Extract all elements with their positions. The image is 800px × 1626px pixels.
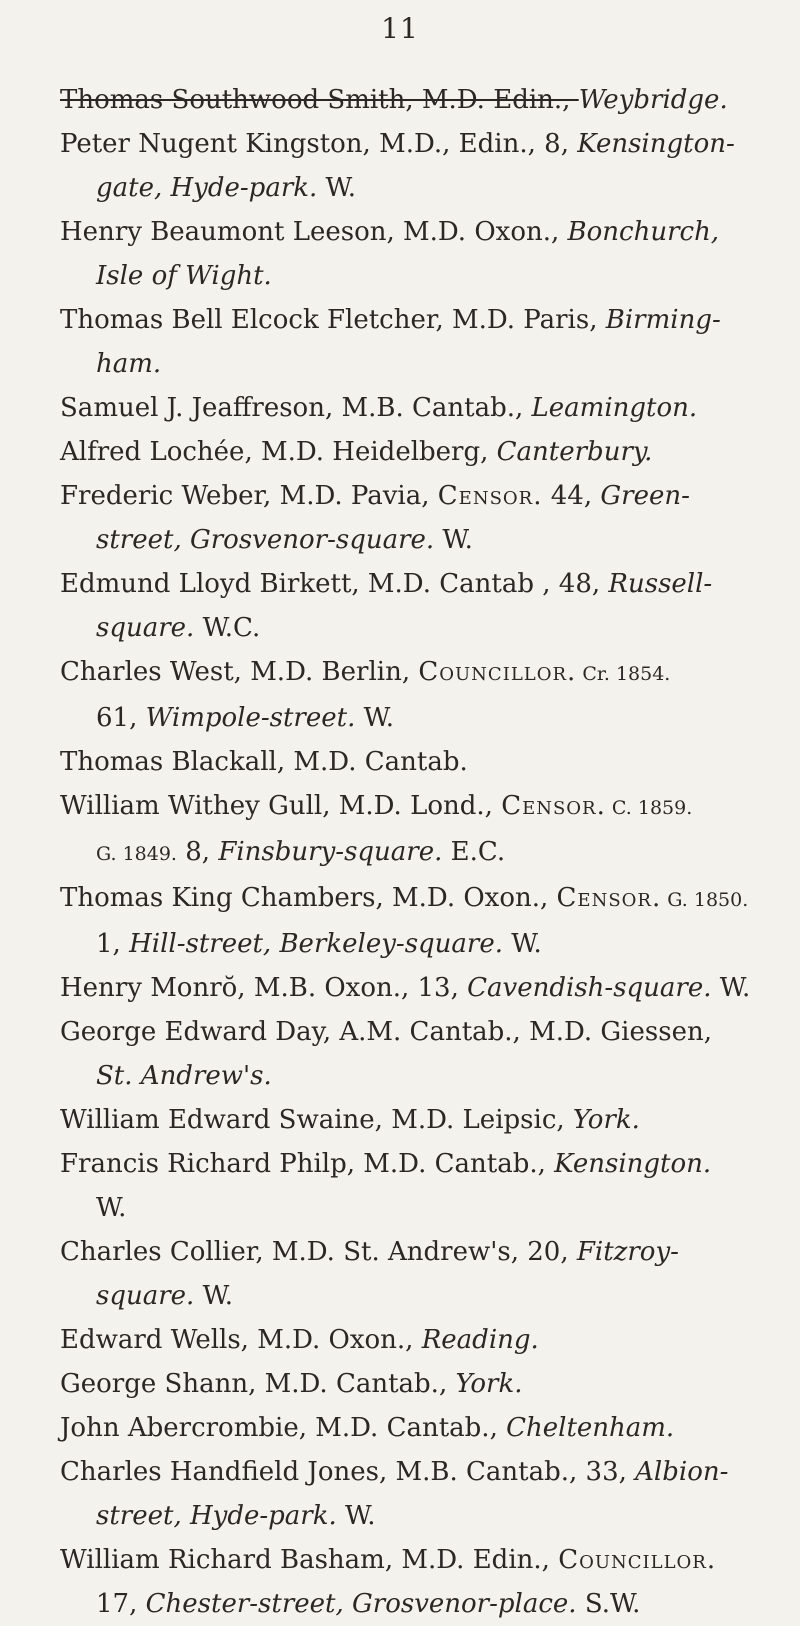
entry-text: George Shann, M.D. Cantab., <box>60 1369 456 1399</box>
postal-district: W. <box>194 1281 234 1311</box>
location: street, Hyde-park. <box>96 1501 337 1531</box>
entry-line <box>60 1450 780 1494</box>
location: Leamington. <box>531 393 698 423</box>
location: Cheltenham. <box>506 1413 675 1443</box>
location: ham. <box>96 349 162 379</box>
entry-continuation <box>60 830 780 876</box>
location: Hill-street, Berkeley-square. <box>129 929 504 959</box>
location: Kensington- <box>577 129 735 159</box>
postal-district: S.W. <box>576 1589 641 1619</box>
entry-continuation <box>60 1054 780 1098</box>
register-entry <box>60 1230 780 1318</box>
entry-continuation <box>60 1186 780 1230</box>
location: Russell- <box>608 569 713 599</box>
register-entry <box>60 740 780 784</box>
entry-text: Thomas Bell Elcock Fletcher, M.D. Paris, <box>60 305 606 335</box>
entry-text: Thomas King Chambers, M.D. Oxon., <box>60 883 557 913</box>
entry-line <box>60 298 780 342</box>
location: Bonchurch, <box>567 217 720 247</box>
register-entry <box>60 386 780 430</box>
entry-text: John Abercrombie, M.D. Cantab., <box>60 1413 507 1443</box>
entry-text: Henry Beaumont Leeson, M.D. Oxon., <box>60 217 568 247</box>
entry-line <box>60 474 780 518</box>
entry-text: Charles West, M.D. Berlin, <box>60 657 419 687</box>
register-entry <box>60 298 780 386</box>
year-note: Cr. 1854. <box>576 663 671 685</box>
location: gate, Hyde-park. <box>96 173 318 203</box>
entry-text: William Edward Swaine, M.D. Leipsic, <box>60 1105 573 1135</box>
entry-continuation <box>60 1494 780 1538</box>
entry-line <box>60 430 780 474</box>
entry-text: Thomas Blackall, M.D. Cantab. <box>60 747 468 777</box>
entry-continuation <box>60 696 780 740</box>
office-title: Censor. <box>556 883 662 913</box>
entry-text: Henry Monrŏ, M.B. Oxon., 13, <box>60 973 468 1003</box>
office-title: Censor. <box>501 791 606 821</box>
entry-line <box>60 650 780 696</box>
register-entry <box>60 1362 780 1406</box>
postal-district: W. <box>711 973 751 1003</box>
postal-district: W. <box>434 525 473 555</box>
entry-line <box>60 784 780 830</box>
register-entry <box>60 1142 780 1230</box>
entry-text: Francis Richard Philp, M.D. Cantab., <box>60 1149 555 1179</box>
entry-text: 17, <box>96 1589 146 1619</box>
year-note: G. 1849. <box>96 843 177 865</box>
register-entry <box>60 1098 780 1142</box>
page-number: 11 <box>381 12 419 45</box>
postal-district: W. <box>96 1193 127 1223</box>
entry-line <box>60 966 780 1010</box>
entry-line <box>60 1538 780 1582</box>
location: Wimpole-street. <box>145 703 356 733</box>
year-note: C. 1859. <box>605 797 693 819</box>
entry-text: George Edward Day, A.M. Cantab., M.D. Giessen, <box>60 1017 712 1047</box>
location: Canterbury. <box>496 437 653 467</box>
location: Fitzroy- <box>576 1237 679 1267</box>
location: Chester-street, Grosvenor-place. <box>145 1589 577 1619</box>
entry-text: Charles Handfield Jones, M.B. Cantab., 33, <box>60 1457 636 1487</box>
postal-district: W.C. <box>194 613 261 643</box>
location: square. <box>96 613 195 643</box>
entry-line <box>60 1406 780 1450</box>
postal-district: W. <box>317 173 356 203</box>
register-entry <box>60 474 780 562</box>
location: street, Grosvenor-square. <box>96 525 435 555</box>
entry-text: Charles Collier, M.D. St. Andrew's, 20, <box>60 1237 577 1267</box>
location: St. Andrew's. <box>96 1061 272 1091</box>
entry-line <box>60 386 780 430</box>
entry-continuation <box>60 166 780 210</box>
entry-text: Peter Nugent Kingston, M.D., Edin., 8, <box>60 129 578 159</box>
location: York. <box>572 1105 640 1135</box>
entry-text: 44, <box>542 481 601 511</box>
location: Finsbury-square. <box>218 837 443 867</box>
entry-text: Edward Wells, M.D. Oxon., <box>60 1325 422 1355</box>
entry-text: Edmund Lloyd Birkett, M.D. Cantab , 48, <box>60 569 609 599</box>
entry-line <box>60 562 780 606</box>
office-title: Councillor. <box>418 657 577 687</box>
entry-text: William Withey Gull, M.D. Lond., <box>60 791 502 821</box>
entry-continuation <box>60 1582 780 1626</box>
entry-continuation <box>60 254 780 298</box>
register-entry <box>60 784 780 876</box>
entry-text: Frederic Weber, M.D. Pavia, <box>60 481 438 511</box>
entry-text: 61, <box>96 703 146 733</box>
entry-text: William Richard Basham, M.D. Edin., <box>60 1545 559 1575</box>
entry-line <box>60 1362 780 1406</box>
register-list <box>60 78 780 1626</box>
register-entry <box>60 966 780 1010</box>
location: Weybridge. <box>578 85 728 115</box>
entry-continuation <box>60 1274 780 1318</box>
postal-district: W. <box>503 929 542 959</box>
register-entry <box>60 876 780 966</box>
entry-line <box>60 1318 780 1362</box>
location: Birming- <box>605 305 721 335</box>
entry-line <box>60 1230 780 1274</box>
postal-district: W. <box>355 703 395 733</box>
year-note: G. 1850. <box>661 889 749 911</box>
location: Kensington. <box>554 1149 712 1179</box>
location: Green- <box>600 481 690 511</box>
register-entry <box>60 1538 780 1626</box>
register-entry <box>60 562 780 650</box>
entry-continuation <box>60 518 780 562</box>
entry-line <box>60 876 780 922</box>
office-title: Censor. <box>437 481 543 511</box>
struck-name: Thomas Southwood Smith, M.D. Edin., <box>60 85 579 115</box>
register-entry <box>60 1010 780 1098</box>
register-entry <box>60 1450 780 1538</box>
entry-text: 1, <box>96 929 130 959</box>
entry-line <box>60 210 780 254</box>
location: Albion- <box>635 1457 729 1487</box>
entry-text: Alfred Lochée, M.D. Heidelberg, <box>60 437 497 467</box>
entry-line <box>60 1098 780 1142</box>
register-entry <box>60 430 780 474</box>
postal-district: E.C. <box>442 837 506 867</box>
register-entry <box>60 78 780 122</box>
location: square. <box>96 1281 195 1311</box>
location: Reading. <box>421 1325 539 1355</box>
entry-text: Samuel J. Jeaffreson, M.B. Cantab., <box>60 393 532 423</box>
entry-line <box>60 1142 780 1186</box>
register-entry <box>60 650 780 740</box>
location: York. <box>455 1369 523 1399</box>
postal-district: W. <box>336 1501 376 1531</box>
entry-text: 8, <box>176 837 219 867</box>
office-title: Councillor. <box>558 1545 717 1575</box>
entry-continuation <box>60 342 780 386</box>
entry-line <box>60 78 780 122</box>
register-entry <box>60 1318 780 1362</box>
entry-line <box>60 740 780 784</box>
location: Cavendish-square. <box>467 973 712 1003</box>
entry-line <box>60 1010 780 1054</box>
entry-line <box>60 122 780 166</box>
register-entry <box>60 122 780 210</box>
location: Isle of Wight. <box>96 261 272 291</box>
register-entry <box>60 1406 780 1450</box>
entry-continuation <box>60 922 780 966</box>
register-entry <box>60 210 780 298</box>
entry-continuation <box>60 606 780 650</box>
